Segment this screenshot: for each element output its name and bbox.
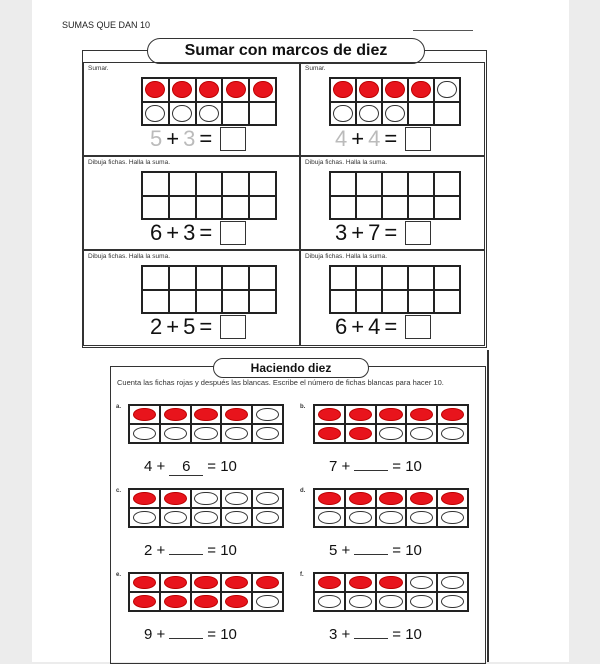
addend-b: 3 <box>183 126 196 151</box>
ten-frame-square[interactable] <box>142 172 169 196</box>
ten-frame-square[interactable] <box>406 508 437 527</box>
ten-frame-square[interactable] <box>221 592 252 611</box>
answer-blank[interactable] <box>169 638 203 639</box>
white-counter <box>225 492 248 506</box>
white-counter <box>194 427 217 441</box>
red-counter <box>411 81 430 98</box>
plus-sign: + <box>166 220 180 245</box>
red-counter <box>379 492 402 506</box>
red-counter <box>349 427 372 441</box>
red-counter <box>318 492 341 506</box>
ten-frame-square[interactable] <box>249 196 276 220</box>
ten-frame-square[interactable] <box>406 424 437 443</box>
item-letter: d. <box>300 488 306 494</box>
sum: = 10 <box>207 626 237 643</box>
addend-a: 6 <box>150 220 163 245</box>
ten-frame-square[interactable] <box>434 102 460 126</box>
answer-box[interactable] <box>220 127 246 151</box>
white-counter <box>385 105 404 122</box>
white-counter <box>410 427 433 441</box>
ten-frame-square[interactable] <box>437 405 468 424</box>
ten-frame-square[interactable] <box>222 78 249 102</box>
ten-frame-square[interactable] <box>330 196 356 220</box>
white-counter <box>379 427 402 441</box>
red-counter <box>164 576 187 590</box>
ten-frame-square[interactable] <box>142 196 169 220</box>
ten-frame-square[interactable] <box>160 592 191 611</box>
plus-sign: + <box>351 220 365 245</box>
ten-frame-square[interactable] <box>314 508 345 527</box>
ten-frame-square[interactable] <box>169 78 196 102</box>
ten-frame-square[interactable] <box>437 489 468 508</box>
white-counter <box>145 105 165 122</box>
white-counter <box>441 427 464 441</box>
ten-frame <box>128 488 284 528</box>
ten-frame-square[interactable] <box>437 508 468 527</box>
answer-box[interactable] <box>220 221 246 245</box>
item-letter: b. <box>300 404 306 410</box>
addend-a: 4 <box>335 126 348 151</box>
ten-frame-square[interactable] <box>376 424 407 443</box>
white-counter <box>359 105 378 122</box>
answer-blank[interactable] <box>354 638 388 639</box>
worksheet-ten-frames-title: Sumar con marcos de diez <box>147 38 425 64</box>
ten-frame-square[interactable] <box>382 172 408 196</box>
ten-frame-square[interactable] <box>191 424 222 443</box>
problem-instruction: Dibuja fichas. Halla la suma. <box>305 253 388 260</box>
red-counter <box>133 595 156 609</box>
ten-frame-square[interactable] <box>142 102 169 126</box>
ten-frame-square[interactable] <box>408 78 434 102</box>
red-counter <box>226 81 246 98</box>
red-counter <box>256 576 279 590</box>
white-counter <box>441 595 464 609</box>
ten-frame-square[interactable] <box>129 592 160 611</box>
plus-sign: + <box>166 314 180 339</box>
equals-sign: = <box>199 314 213 339</box>
ten-frame-square[interactable] <box>382 78 408 102</box>
ten-frame-square[interactable] <box>129 573 160 592</box>
name-line[interactable] <box>413 30 473 31</box>
ten-frame-square[interactable] <box>437 424 468 443</box>
ten-frame-square[interactable] <box>169 196 196 220</box>
white-counter <box>256 492 279 506</box>
red-counter <box>133 576 156 590</box>
red-counter <box>133 492 156 506</box>
ten-frame-square[interactable] <box>221 508 252 527</box>
ten-frame-problem <box>83 250 300 346</box>
making-ten-equation <box>144 458 237 476</box>
ten-frame-square[interactable] <box>434 172 460 196</box>
red-counter <box>349 576 372 590</box>
red-counter <box>379 408 402 422</box>
ten-frame-square[interactable] <box>249 290 276 314</box>
white-counter <box>379 511 402 525</box>
white-counter <box>194 511 217 525</box>
ten-frame-square[interactable] <box>345 592 376 611</box>
ten-frame-square[interactable] <box>196 266 223 290</box>
red-counter <box>379 576 402 590</box>
ten-frame-square[interactable] <box>356 172 382 196</box>
red-counter <box>441 492 464 506</box>
equals-sign: = <box>199 220 213 245</box>
white-counter <box>441 511 464 525</box>
ten-frame-square[interactable] <box>345 489 376 508</box>
white-counter <box>199 105 219 122</box>
white-counter <box>256 408 279 422</box>
ten-frame-square[interactable] <box>330 172 356 196</box>
ten-frame-square[interactable] <box>382 196 408 220</box>
ten-frame-square[interactable] <box>142 78 169 102</box>
ten-frame-square[interactable] <box>160 489 191 508</box>
ten-frame-square[interactable] <box>356 266 382 290</box>
answer-blank[interactable] <box>354 554 388 555</box>
ten-frame-square[interactable] <box>252 405 283 424</box>
red-counter <box>410 408 433 422</box>
ten-frame-square[interactable] <box>434 266 460 290</box>
red-counter <box>318 427 341 441</box>
problem-instruction: Dibuja fichas. Halla la suma. <box>88 253 171 260</box>
red-counter <box>164 408 187 422</box>
ten-frame-square[interactable] <box>376 405 407 424</box>
white-counter <box>225 511 248 525</box>
ten-frame-square[interactable] <box>222 196 249 220</box>
making-ten-equation <box>144 626 237 643</box>
ten-frame-square[interactable] <box>376 508 407 527</box>
ten-frame-square[interactable] <box>252 508 283 527</box>
ten-frame-square[interactable] <box>160 405 191 424</box>
ten-frame-square[interactable] <box>382 266 408 290</box>
ten-frame-square[interactable] <box>196 290 223 314</box>
white-counter <box>318 595 341 609</box>
problem-instruction: Sumar. <box>88 65 109 72</box>
plus-sign: + <box>166 126 180 151</box>
ten-frame <box>313 404 469 444</box>
ten-frame-square[interactable] <box>221 573 252 592</box>
ten-frame-square[interactable] <box>376 573 407 592</box>
ten-frame-square[interactable] <box>406 489 437 508</box>
ten-frame-square[interactable] <box>314 424 345 443</box>
red-counter <box>194 576 217 590</box>
addend-b: 4 <box>368 126 381 151</box>
white-counter <box>410 595 433 609</box>
ten-frame-square[interactable] <box>434 78 460 102</box>
addend: 2 + <box>144 542 166 559</box>
addend-b: 3 <box>183 220 196 245</box>
red-counter <box>194 408 217 422</box>
problem-instruction: Sumar. <box>305 65 326 72</box>
ten-frame-problem <box>300 62 485 156</box>
addend: 7 + <box>329 458 351 475</box>
ten-frame-square[interactable] <box>169 290 196 314</box>
ten-frame-square[interactable] <box>314 573 345 592</box>
ten-frame-problem <box>83 62 300 156</box>
ten-frame-square[interactable] <box>382 102 408 126</box>
ten-frame-square[interactable] <box>330 266 356 290</box>
ten-frame-square[interactable] <box>169 172 196 196</box>
addend-b: 7 <box>368 220 381 245</box>
answer-box[interactable] <box>220 315 246 339</box>
ten-frame-square[interactable] <box>408 196 434 220</box>
ten-frame-square[interactable] <box>191 573 222 592</box>
equals-sign: = <box>384 314 398 339</box>
answer-blank[interactable]: 6 <box>169 458 203 476</box>
ten-frame-square[interactable] <box>408 172 434 196</box>
ten-frame-square[interactable] <box>222 102 249 126</box>
answer-blank[interactable] <box>169 554 203 555</box>
item-letter: e. <box>116 572 122 578</box>
ten-frame-square[interactable] <box>129 424 160 443</box>
item-letter: a. <box>116 404 122 410</box>
ten-frame-square[interactable] <box>160 508 191 527</box>
ten-frame <box>329 77 461 126</box>
red-counter <box>349 408 372 422</box>
ten-frame-problem <box>300 250 485 346</box>
red-counter <box>172 81 192 98</box>
addend: 5 + <box>329 542 351 559</box>
ten-frame-square[interactable] <box>314 489 345 508</box>
ten-frame-square[interactable] <box>222 266 249 290</box>
problem-instruction: Dibuja fichas. Halla la suma. <box>305 159 388 166</box>
making-ten-equation <box>144 542 237 559</box>
ten-frame-square[interactable] <box>406 405 437 424</box>
sum: = 10 <box>207 458 237 475</box>
ten-frame-square[interactable] <box>249 172 276 196</box>
sum: = 10 <box>392 458 422 475</box>
red-counter <box>164 492 187 506</box>
white-counter <box>333 105 352 122</box>
document-title: SUMAS QUE DAN 10 <box>62 20 151 30</box>
white-counter <box>349 511 372 525</box>
ten-frame-square[interactable] <box>196 78 223 102</box>
ten-frame-square[interactable] <box>434 290 460 314</box>
ten-frame <box>141 77 277 126</box>
equals-sign: = <box>199 126 213 151</box>
red-counter <box>385 81 404 98</box>
white-counter <box>194 492 217 506</box>
answer-box[interactable] <box>405 221 431 245</box>
ten-frame-square[interactable] <box>437 592 468 611</box>
ten-frame-square[interactable] <box>345 405 376 424</box>
ten-frame-square[interactable] <box>129 489 160 508</box>
addend-a: 2 <box>150 314 163 339</box>
ten-frame-square[interactable] <box>345 424 376 443</box>
white-counter <box>172 105 192 122</box>
ten-frame-square[interactable] <box>191 405 222 424</box>
white-counter <box>410 576 433 590</box>
ten-frame-square[interactable] <box>330 78 356 102</box>
ten-frame <box>128 572 284 612</box>
white-counter <box>437 81 456 98</box>
ten-frame-square[interactable] <box>252 489 283 508</box>
ten-frame-square[interactable] <box>382 290 408 314</box>
addend-a: 6 <box>335 314 348 339</box>
ten-frame-problem <box>300 156 485 250</box>
ten-frame-square[interactable] <box>169 102 196 126</box>
ten-frame-square[interactable] <box>142 290 169 314</box>
addition-equation <box>150 220 246 246</box>
white-counter <box>225 427 248 441</box>
addend: 3 + <box>329 626 351 643</box>
ten-frame-square[interactable] <box>408 290 434 314</box>
ten-frame-square[interactable] <box>437 573 468 592</box>
white-counter <box>256 427 279 441</box>
ten-frame <box>329 171 461 220</box>
ten-frame-square[interactable] <box>249 266 276 290</box>
addend: 4 + <box>144 458 166 475</box>
ten-frame <box>128 404 284 444</box>
ten-frame-square[interactable] <box>345 573 376 592</box>
ten-frame-problem <box>83 156 300 250</box>
ten-frame-square[interactable] <box>196 196 223 220</box>
addend-a: 5 <box>150 126 163 151</box>
red-counter <box>410 492 433 506</box>
red-counter <box>349 492 372 506</box>
ten-frame-square[interactable] <box>249 78 276 102</box>
red-counter <box>225 576 248 590</box>
white-counter <box>349 595 372 609</box>
ten-frame-square[interactable] <box>376 489 407 508</box>
ten-frame-square[interactable] <box>249 102 276 126</box>
ten-frame <box>313 572 469 612</box>
addition-equation <box>150 314 246 340</box>
problem-instruction: Dibuja fichas. Halla la suma. <box>88 159 171 166</box>
ten-frame-square[interactable] <box>129 508 160 527</box>
making-ten-equation <box>329 458 422 475</box>
ten-frame-square[interactable] <box>356 290 382 314</box>
red-counter <box>441 408 464 422</box>
answer-blank[interactable] <box>354 470 388 471</box>
white-counter <box>164 427 187 441</box>
white-counter <box>441 576 464 590</box>
addend-b: 5 <box>183 314 196 339</box>
white-counter <box>133 427 156 441</box>
red-counter <box>225 595 248 609</box>
ten-frame-square[interactable] <box>408 102 434 126</box>
ten-frame-square[interactable] <box>222 290 249 314</box>
ten-frame-square[interactable] <box>160 573 191 592</box>
ten-frame-square[interactable] <box>406 573 437 592</box>
plus-sign: + <box>351 314 365 339</box>
addition-equation <box>150 126 246 152</box>
addend: 9 + <box>144 626 166 643</box>
ten-frame-square[interactable] <box>330 290 356 314</box>
ten-frame <box>141 265 277 314</box>
ten-frame-square[interactable] <box>356 78 382 102</box>
ten-frame-square[interactable] <box>376 592 407 611</box>
ten-frame-square[interactable] <box>196 102 223 126</box>
equals-sign: = <box>384 126 398 151</box>
white-counter <box>256 595 279 609</box>
ten-frame-square[interactable] <box>191 508 222 527</box>
sum: = 10 <box>392 542 422 559</box>
ten-frame-square[interactable] <box>221 489 252 508</box>
red-counter <box>318 408 341 422</box>
ten-frame-square[interactable] <box>434 196 460 220</box>
ten-frame-square[interactable] <box>356 196 382 220</box>
addend-a: 3 <box>335 220 348 245</box>
ten-frame-square[interactable] <box>221 424 252 443</box>
ten-frame-square[interactable] <box>196 172 223 196</box>
white-counter <box>164 511 187 525</box>
ten-frame-square[interactable] <box>169 266 196 290</box>
addition-equation <box>335 220 431 246</box>
ten-frame-square[interactable] <box>160 424 191 443</box>
answer-box[interactable] <box>405 315 431 339</box>
ten-frame-square[interactable] <box>330 102 356 126</box>
ten-frame-square[interactable] <box>142 266 169 290</box>
equals-sign: = <box>384 220 398 245</box>
making-ten-equation <box>329 542 422 559</box>
ten-frame-square[interactable] <box>222 172 249 196</box>
red-counter <box>194 595 217 609</box>
worksheet-right-edge <box>487 350 489 662</box>
ten-frame-square[interactable] <box>408 266 434 290</box>
white-counter <box>379 595 402 609</box>
ten-frame-square[interactable] <box>191 592 222 611</box>
worksheet-instructions: Cuenta las fichas rojas y después las blancas. Escribe el número de fichas blancas para hacer 10. <box>117 378 444 387</box>
red-counter <box>318 576 341 590</box>
ten-frame-square[interactable] <box>406 592 437 611</box>
ten-frame <box>329 265 461 314</box>
ten-frame-square[interactable] <box>345 508 376 527</box>
ten-frame-square[interactable] <box>356 102 382 126</box>
addend-b: 4 <box>368 314 381 339</box>
white-counter <box>256 511 279 525</box>
sum: = 10 <box>392 626 422 643</box>
red-counter <box>164 595 187 609</box>
ten-frame-square[interactable] <box>221 405 252 424</box>
ten-frame <box>141 171 277 220</box>
ten-frame-square[interactable] <box>252 424 283 443</box>
addition-equation <box>335 314 431 340</box>
ten-frame-square[interactable] <box>314 592 345 611</box>
item-letter: f. <box>300 572 304 578</box>
red-counter <box>199 81 219 98</box>
ten-frame <box>313 488 469 528</box>
addition-equation <box>335 126 431 152</box>
making-ten-equation <box>329 626 422 643</box>
ten-frame-square[interactable] <box>191 489 222 508</box>
sum: = 10 <box>207 542 237 559</box>
item-letter: c. <box>116 488 122 494</box>
white-counter <box>318 511 341 525</box>
red-counter <box>133 408 156 422</box>
red-counter <box>333 81 352 98</box>
red-counter <box>359 81 378 98</box>
worksheet-making-ten-title: Haciendo diez <box>213 358 369 378</box>
red-counter <box>253 81 273 98</box>
ten-frame-square[interactable] <box>252 573 283 592</box>
red-counter <box>225 408 248 422</box>
ten-frame-square[interactable] <box>129 405 160 424</box>
red-counter <box>145 81 165 98</box>
ten-frame-square[interactable] <box>252 592 283 611</box>
ten-frame-square[interactable] <box>314 405 345 424</box>
white-counter <box>133 511 156 525</box>
plus-sign: + <box>351 126 365 151</box>
white-counter <box>410 511 433 525</box>
answer-box[interactable] <box>405 127 431 151</box>
